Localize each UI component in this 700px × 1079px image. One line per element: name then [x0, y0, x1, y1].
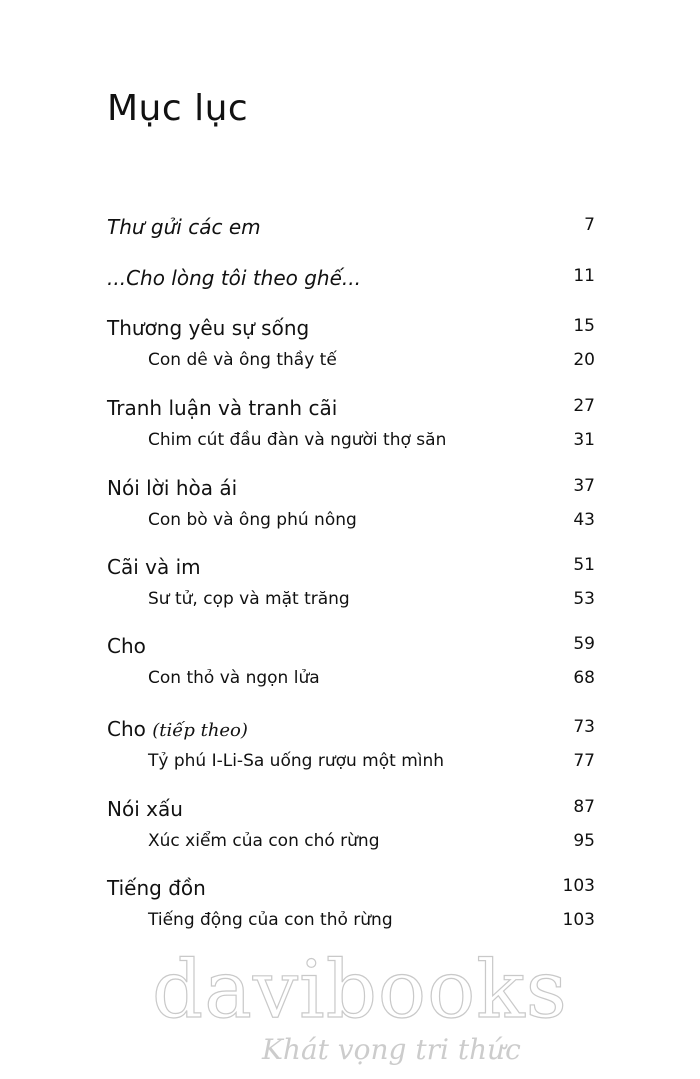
toc-chapter[interactable]	[0, 797, 700, 827]
toc-chapter[interactable]	[0, 876, 700, 906]
toc-chapter-label: Nói lời hòa ái	[107, 476, 238, 500]
toc-story-label: Xúc xiểm của con chó rừng	[148, 831, 380, 851]
toc-page-number: 103	[562, 876, 595, 896]
toc-chapter[interactable]	[0, 717, 700, 747]
toc-chapter-note: (tiếp theo)	[152, 720, 248, 741]
toc-page-number: 37	[573, 476, 595, 496]
toc-page-number: 103	[562, 910, 595, 930]
toc-story[interactable]	[0, 510, 700, 540]
toc-chapter-label: Nói xấu	[107, 797, 183, 821]
toc-page-number: 43	[573, 510, 595, 530]
toc-story-label: Con thỏ và ngọn lửa	[148, 668, 320, 688]
publisher-tagline: Khát vọng tri thức	[262, 1033, 521, 1066]
toc-page-number: 87	[573, 797, 595, 817]
toc-page-number: 95	[573, 831, 595, 851]
toc-page-number: 27	[573, 396, 595, 416]
toc-entry-label: ...Cho lòng tôi theo ghế...	[107, 266, 361, 290]
toc-story[interactable]	[0, 668, 700, 698]
toc-chapter-label: Tiếng đồn	[107, 876, 206, 900]
page-title: Mục lục	[107, 88, 249, 129]
toc-story[interactable]	[0, 589, 700, 619]
toc-page-number: 31	[573, 430, 595, 450]
toc-chapter-label: Tranh luận và tranh cãi	[107, 396, 338, 420]
toc-chapter-label: Cho	[107, 634, 146, 658]
toc-chapter[interactable]	[0, 476, 700, 506]
toc-story-label: Tỷ phú I-Li-Sa uống rượu một mình	[148, 751, 445, 771]
toc-page-number: 11	[573, 266, 595, 286]
toc-entry-foreword[interactable]	[0, 215, 700, 245]
toc-page-number: 73	[573, 717, 595, 737]
toc-chapter[interactable]	[0, 316, 700, 346]
toc-story-label: Con dê và ông thầy tế	[148, 350, 337, 370]
toc-page-number: 68	[573, 668, 595, 688]
toc-page-number: 51	[573, 555, 595, 575]
toc-page-number: 59	[573, 634, 595, 654]
toc-page-number: 20	[573, 350, 595, 370]
toc-chapter-label: Cãi và im	[107, 555, 201, 579]
toc-story[interactable]	[0, 831, 700, 861]
toc-chapter[interactable]	[0, 634, 700, 664]
toc-chapter-label	[107, 717, 248, 741]
toc-page-number: 15	[573, 316, 595, 336]
toc-page-number: 7	[584, 215, 595, 235]
toc-entry-prologue[interactable]	[0, 266, 700, 296]
toc-story-label: Chim cút đầu đàn và người thợ săn	[148, 430, 447, 450]
toc-page-number: 77	[573, 751, 595, 771]
toc-entry-label: Thư gửi các em	[107, 215, 261, 239]
toc-story[interactable]	[0, 751, 700, 781]
toc-chapter-title: Cho	[107, 717, 146, 741]
toc-story-label: Con bò và ông phú nông	[148, 510, 357, 530]
toc-page-number: 53	[573, 589, 595, 609]
toc-story-label: Sư tử, cọp và mặt trăng	[148, 589, 350, 609]
toc-chapter[interactable]	[0, 396, 700, 426]
toc-story-label: Tiếng động của con thỏ rừng	[148, 910, 393, 930]
toc-story[interactable]	[0, 910, 700, 940]
publisher-watermark: davibooks	[152, 943, 568, 1036]
toc-chapter-label: Thương yêu sự sống	[107, 316, 310, 340]
toc-story[interactable]	[0, 350, 700, 380]
toc-chapter[interactable]	[0, 555, 700, 585]
toc-story[interactable]	[0, 430, 700, 460]
